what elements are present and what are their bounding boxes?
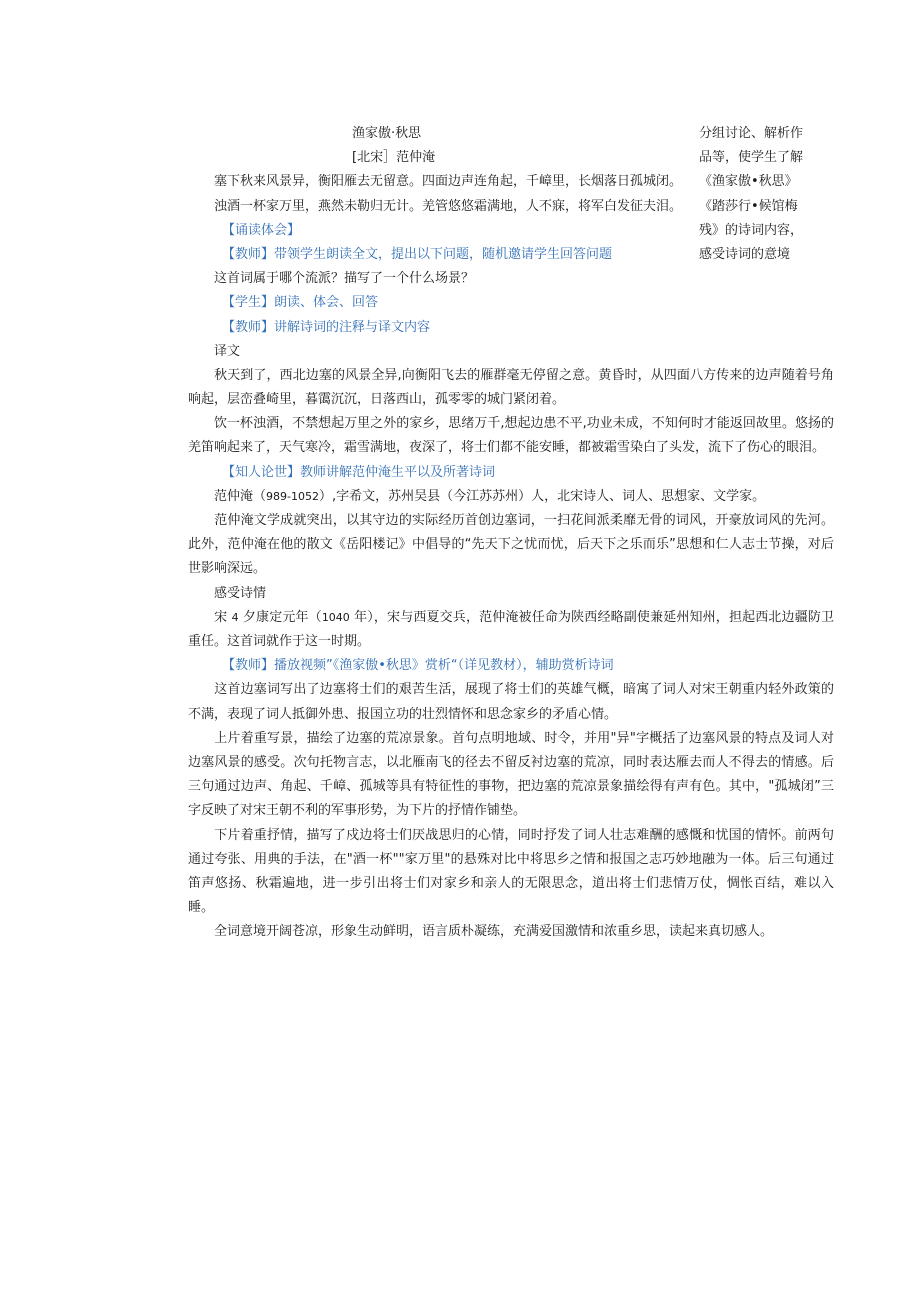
biography-paragraph [188, 509, 834, 582]
translation-label: 译文 [214, 343, 241, 359]
background-b: 4 [231, 610, 239, 624]
background-year: 1040 [321, 610, 350, 624]
background-c: 夕康定元年（ [242, 609, 322, 625]
feel-poem-heading: 感受诗情 [214, 585, 267, 601]
translation-paragraph-2 [188, 412, 834, 460]
analysis-text-4: 全词意境开阔苍凉，形象生动鲜明，语言质朴凝练，充满爱国激情和浓重乡思，读起来真切感人。 [214, 924, 774, 940]
analysis-text-2: 上片着重写景，描绘了边塞的荒凉景象。首句点明地域、时令，并用"异"字概括了边塞风景的特点及词人对边塞风景的感受。次句托物言志，以北雁南飞的径去不留反衬边塞的荒凉，同时表达雁去而人不得去的情感。后三句通过边声、角起、千嶂、孤城等具有特征性的事物，把边塞的荒凉景象描绘得有声有色。其中，"孤城闭”三字反映了对宋王朝不利的军事形势，为下片的抒情作铺垫。 [188, 730, 834, 819]
biography-text: 范仲淹文学成就突出，以其守边的实际经历首创边塞词，一扫花间派柔靡无骨的词风，开豪放词风的先河。此外，范仲淹在他的散文《岳阳楼记》中倡导的“先天下之忧而忧，后天下之乐而乐”思想和仁人志士节操，对后世影响深远。 [188, 513, 834, 577]
background-paragraph [188, 606, 834, 654]
biography-years: 989-1052 [266, 489, 319, 503]
analysis-paragraph-4 [188, 920, 834, 944]
poem-line-1: 塞下秋来风景异，衡阳雁去无留意。四面边声连角起，千嶂里，长烟落日孤城闭。 [214, 174, 683, 190]
biography-line [188, 485, 834, 509]
poem-title: 渔家傲·秋思 [352, 126, 422, 141]
analysis-paragraph-1 [188, 678, 834, 726]
translation-text-1: 秋天到了，西北边塞的风景全异,向衡阳飞去的雁群毫无停留之意。黄昏时，从四面八方传来的边声随着号角响起，层峦叠崎里，暮霭沉沉，日落西山，孤零零的城门紧闭着。 [188, 367, 834, 408]
reading-heading: 【诵读体会】 [222, 222, 301, 238]
discussion-question: 这首词属于哪个流派？描写了一个什么场景？ [214, 271, 475, 287]
biography-heading: 【知人论世】教师讲解范仲淹生平以及所著诗词 [222, 464, 496, 480]
translation-paragraph-1 [188, 364, 834, 412]
lesson-content [188, 122, 834, 945]
teacher-instruction-3: 【教师】播放视频”《渔家傲•秋思》赏析“（详见教材），辅助赏析诗词 [222, 658, 614, 674]
analysis-text-3: 下片着重抒情，描写了戍边将士们厌战思归的心情，同时抒发了词人壮志难酬的感慨和忧国的情怀。前两句通过夸张、用典的手法，在"酒一杯""家万里"的悬殊对比中将思乡之情和报国之志巧妙地融为一体。后三句通过笛声悠扬、秋霜遍地，进一步引出将士们对家乡和亲人的无限思念，道出将士们悲情万仗，惆怅百结，难以入睡。 [188, 827, 834, 916]
teacher-instruction-1: 【教师】带领学生朗读全文，提出以下问题，随机邀请学生回答问题 [222, 246, 613, 262]
teacher-instruction-2: 【教师】讲解诗词的注释与译文内容 [222, 319, 431, 335]
analysis-text-1: 这首边塞词写出了边塞将士们的艰苦生活，展现了将士们的英雄气概，暗寓了词人对宋王朝重内轻外政策的不满，表现了词人抵御外患、报国立功的壮烈情怀和思念家乡的矛盾心情。 [188, 682, 834, 722]
biography-name: 范仲淹（ [214, 488, 267, 504]
poem-author: [北宋］范仲淹 [352, 150, 436, 166]
student-activity: 【学生】朗读、体会、回答 [222, 295, 379, 311]
analysis-paragraph-3 [188, 824, 834, 921]
background-a: 宋 [214, 609, 228, 625]
biography-rest: ）,字希文，苏州吴县（今江苏苏州）人，北宋诗人、词人、思想家、文学家。 [318, 488, 766, 504]
translation-text-2: 饮一杯浊酒，不禁想起万里之外的家乡，思绪万千,想起边患不平,功业未成，不知何时才能返回故里。悠扬的羌笛响起来了，天气寒冷，霜雪满地，夜深了，将士们都不能安睡，都被霜雪染白了头发，流下了伤心的眼泪。 [188, 416, 834, 456]
sidebar-note-text: 分组讨论、解析作品等，使学生了解《渔家傲•秋思》《踏莎行•候馆梅残》的诗词内容，感受诗词的意境 [699, 126, 804, 263]
poem-line-2: 浊酒一杯家万里，燕然未勒归无计。羌管悠悠霜满地，人不寐，将军白发征夫泪。 [214, 198, 683, 214]
background-d: 年），宋与西夏交兵，范仲淹被任命为陕西经略副使兼延州知州，担起西北边疆防卫重任。这首词就作于这一时期。 [188, 609, 834, 650]
analysis-paragraph-2 [188, 727, 834, 824]
